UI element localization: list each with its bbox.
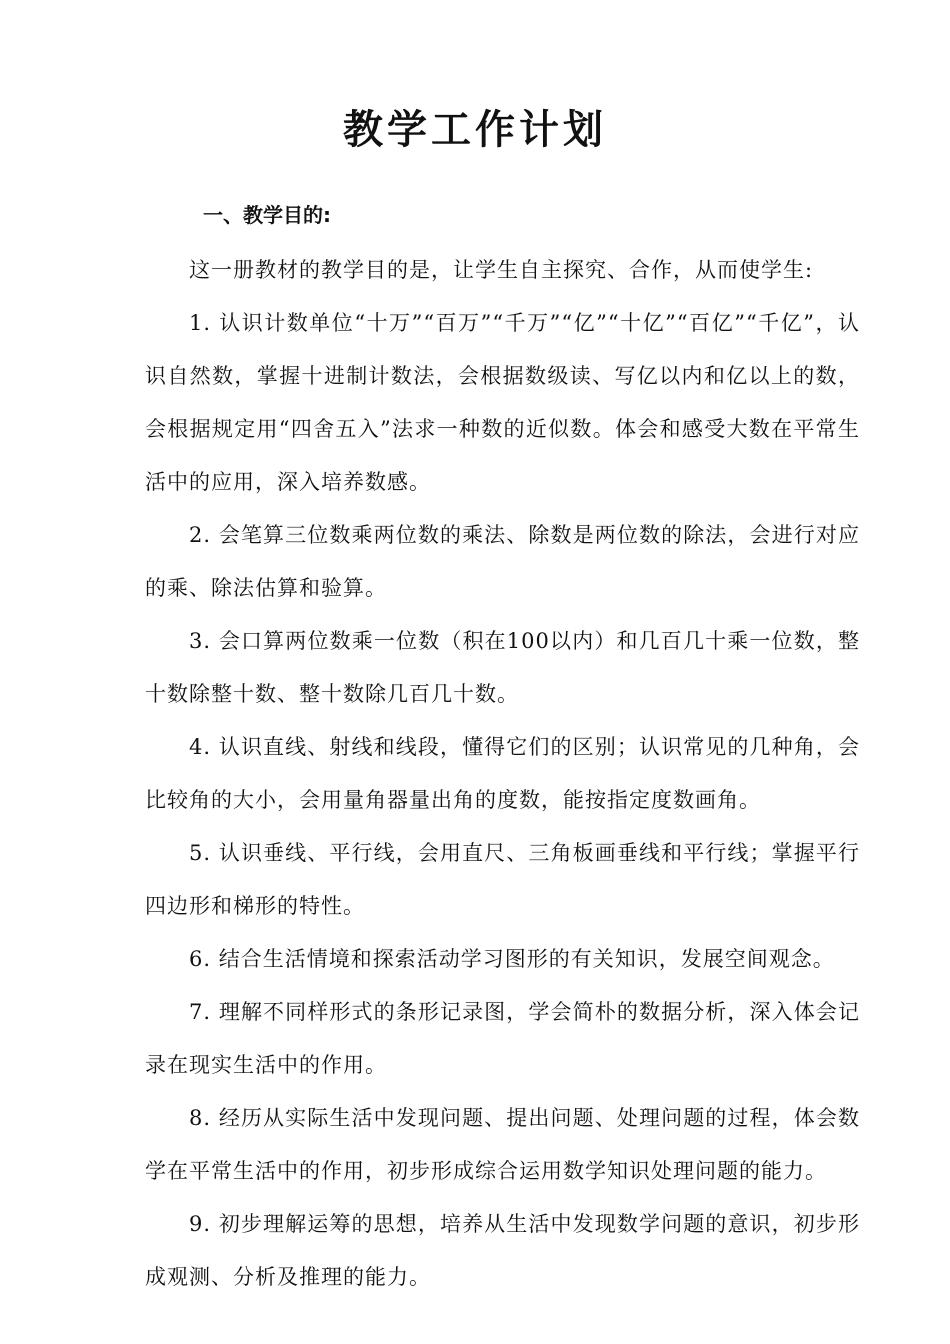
objective-item-6: 6. 结合生活情境和探索活动学习图形的有关知识，发展空间观念。	[189, 947, 835, 971]
objective-item-8: 8. 经历从实际生活中发现问题、提出问题、处理问题的过程，体会数学在平常生活中的作用，初步形成综合运用数学知识处理问题的能力。	[145, 1106, 860, 1183]
objective-item-4: 4. 认识直线、射线和线段，懂得它们的区别；认识常见的几种角，会比较角的大小，会用量角器量出角的度数，能按指定度数画角。	[145, 735, 860, 812]
section-heading: 一、教学目的:	[203, 203, 331, 227]
objective-item-2: 2. 会笔算三位数乘两位数的乘法、除数是两位数的除法，会进行对应的乘、除法估算和验算。	[145, 523, 860, 600]
intro-paragraph: 这一册教材的教学目的是，让学生自主探究、合作，从而使学生:	[189, 258, 814, 282]
document-title: 教学工作计划	[343, 107, 607, 153]
objective-item-7: 7. 理解不同样形式的条形记录图，学会简朴的数据分析，深入体会记录在现实生活中的作用。	[145, 1000, 860, 1077]
objective-item-9: 9. 初步理解运筹的思想，培养从生活中发现数学问题的意识，初步形成观测、分析及推理的能力。	[145, 1212, 860, 1289]
objective-item-3: 3. 会口算两位数乘一位数（积在100以内）和几百几十乘一位数，整十数除整十数、整十数除几百几十数。	[145, 629, 860, 706]
document-body	[145, 244, 860, 1304]
objective-item-5: 5. 认识垂线、平行线，会用直尺、三角板画垂线和平行线；掌握平行四边形和梯形的特性。	[145, 841, 860, 918]
objective-item-1: 1. 认识计数单位“十万”“百万”“千万”“亿”“十亿”“百亿”“千亿”，认识自然数，掌握十进制计数法，会根据数级读、写亿以内和亿以上的数，会根据规定用“四舍五入”法求一种数的近似数。体会和感受大数在平常生活中的应用，深入培养数感。	[145, 311, 860, 494]
